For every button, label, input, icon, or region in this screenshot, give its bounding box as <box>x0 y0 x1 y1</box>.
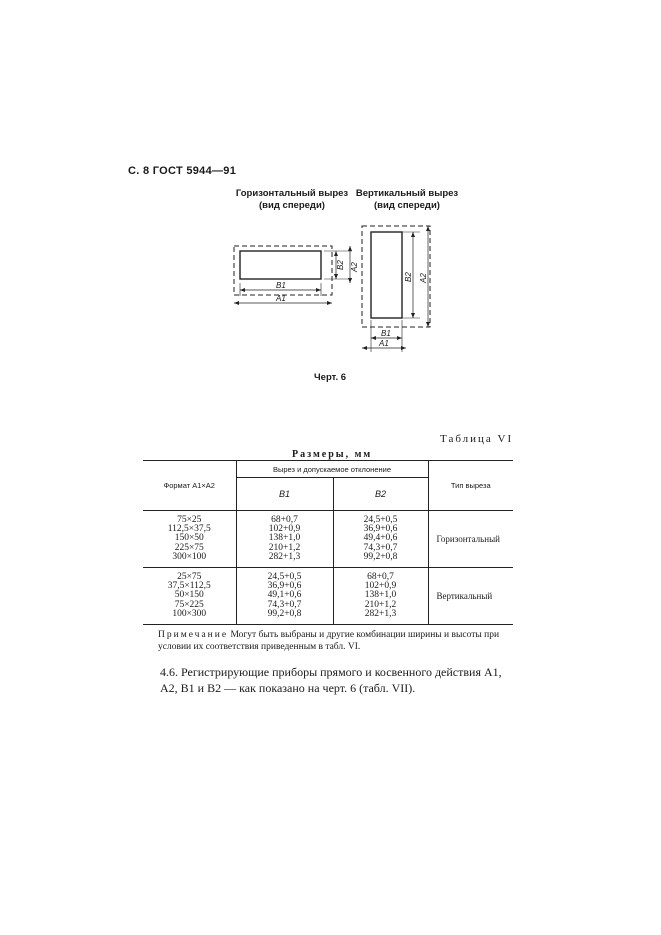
vertical-cutout-title: Вертикальный вырез <box>355 188 459 199</box>
table-caption: Размеры, мм <box>292 449 373 460</box>
b2-value: 74,3+0,7 <box>363 542 398 553</box>
format-value: 225×75 <box>174 542 204 553</box>
horizontal-b2-label: B2 <box>336 260 345 270</box>
format-value: 112,5×37,5 <box>167 524 211 535</box>
table-note <box>158 629 516 653</box>
header-b2: B2 <box>333 478 428 511</box>
formats-horizontal <box>143 511 236 567</box>
table-row-horizontal <box>143 511 513 568</box>
type-vertical: Вертикальный <box>428 568 513 625</box>
b2-value: 210+1,2 <box>364 599 397 610</box>
b2-value: 36,9+0,6 <box>363 524 398 535</box>
horizontal-a1-label: A1 <box>276 294 286 303</box>
b1-vertical <box>237 568 333 624</box>
header-b1: B1 <box>236 478 333 511</box>
horizontal-cutout-title: Горизонтальный вырез <box>235 188 349 199</box>
table-title: Таблица VI <box>440 433 514 445</box>
b2-value: 49,4+0,6 <box>363 533 398 544</box>
b2-horizontal <box>334 511 428 567</box>
b1-value: 210+1,2 <box>268 542 301 553</box>
note-text: Могут быть выбраны и другие комбинации ширины и высоты при условии их соответствия приведенным в табл. VI. <box>158 630 500 652</box>
b1-value: 102+0,9 <box>268 524 301 535</box>
format-value: 75×25 <box>177 515 202 525</box>
formats-vertical <box>143 568 236 624</box>
b1-value: 24,5+0,5 <box>267 572 302 583</box>
type-horizontal: Горизонтальный <box>428 511 513 568</box>
b1-value: 282+1,3 <box>268 551 301 562</box>
format-value: 37,5×112,5 <box>167 581 211 592</box>
b1-value: 74,3+0,7 <box>267 599 302 610</box>
horizontal-b1-label: B1 <box>276 281 286 290</box>
b1-value: 138+1,0 <box>268 533 301 544</box>
b2-value: 99,2+0,8 <box>363 551 398 562</box>
section-paragraph: 4.6. Регистрирующие приборы прямого и косвенного действия A1, A2, B1 и B2 — как показано на черт. 6 (табл. VII). <box>160 665 502 695</box>
format-value: 25×75 <box>177 572 202 583</box>
horizontal-inner-cutout <box>240 251 321 279</box>
b2-value: 24,5+0,5 <box>363 515 398 525</box>
table-row-vertical <box>143 568 513 625</box>
format-value: 50×150 <box>174 590 204 601</box>
vertical-b1-label: B1 <box>381 329 391 338</box>
vertical-b2-label: B2 <box>404 272 413 282</box>
b2-value: 282+1,3 <box>364 608 397 619</box>
page-header: С. 8 ГОСТ 5944—91 <box>128 165 237 177</box>
b1-horizontal <box>237 511 333 567</box>
b1-value: 68+0,7 <box>271 515 298 525</box>
b2-value: 68+0,7 <box>367 572 394 583</box>
horizontal-a2-label: A2 <box>350 262 359 272</box>
note-label: Примечание <box>158 630 229 640</box>
format-value: 150×50 <box>174 533 204 544</box>
figure-caption: Черт. 6 <box>314 372 347 383</box>
format-value: 300×100 <box>172 551 207 562</box>
header-cutout: Вырез и допускаемое отклонение <box>236 461 428 478</box>
vertical-cutout-subtitle: (вид спереди) <box>374 200 440 211</box>
horizontal-cutout-subtitle: (вид спереди) <box>259 200 325 211</box>
b1-value: 49,1+0,6 <box>267 590 302 601</box>
cutout-drawing <box>0 0 661 420</box>
vertical-a2-label: A2 <box>419 273 428 283</box>
header-format: Формат A1×A2 <box>143 461 236 511</box>
header-type: Тип выреза <box>428 461 513 511</box>
vertical-a1-label: A1 <box>379 339 389 348</box>
b1-value: 36,9+0,6 <box>267 581 302 592</box>
b2-vertical <box>334 568 428 624</box>
b2-value: 138+1,0 <box>364 590 397 601</box>
b2-value: 102+0,9 <box>364 581 397 592</box>
b1-value: 99,2+0,8 <box>267 608 302 619</box>
format-value: 75×225 <box>174 599 204 610</box>
vertical-inner-cutout <box>371 232 402 318</box>
sizes-table <box>143 460 513 625</box>
format-value: 100×300 <box>172 608 207 619</box>
